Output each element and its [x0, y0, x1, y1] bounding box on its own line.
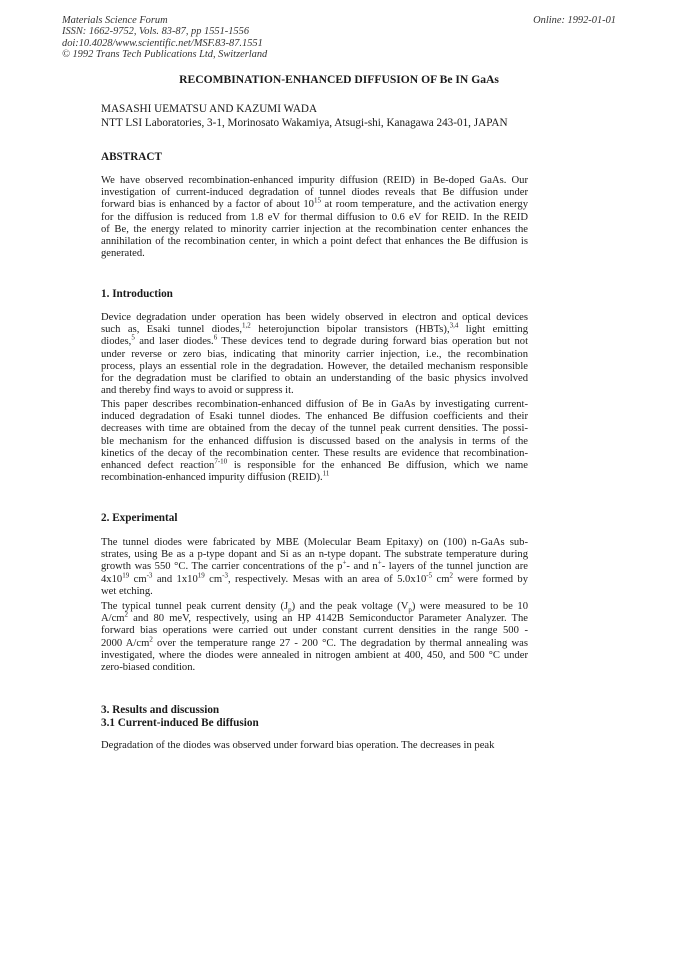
text-line: The typical tunnel peak current density $(J_p)$ and the peak voltage $(V_p)$ were measured to be 10	[101, 601, 528, 615]
author-block	[101, 102, 508, 130]
text-line: Degradation of the diodes was observed under forward bias operation. The decreases in peak	[101, 740, 495, 751]
text-line: such as, Esaki tunnel diodes,$^{1,2}$ heterojunction bipolar transistors (HBTs),$^{3,4}$ light emitting	[101, 321, 528, 336]
text-line: forward bias operations were carried out under constant current densities in the range 500 -	[101, 625, 528, 637]
text-line: investigated, where the diodes were annealed in nitrogen ambient at 400, 450, and 500 °C under	[101, 649, 528, 661]
issn-line: ISSN: 1662-9752, Vols. 83-87, pp 1551-1556	[62, 26, 250, 38]
text-line: kinetics of the decay of the recombination center. These results are evidence that recombination-	[101, 447, 528, 459]
text-line: and thereby find ways to avoid or suppress it.	[101, 385, 294, 397]
intro-paragraph-2	[101, 399, 528, 484]
section-experimental-heading: 2. Experimental	[101, 512, 178, 524]
abstract-heading: ABSTRACT	[101, 151, 162, 163]
intro-paragraph-1	[101, 312, 528, 397]
text-line: process, plays an essential role in the degradation. However, the detailed mechanism responsible	[101, 360, 528, 372]
text-line: growth was 550 °C. The carrier concentrations of the p+- and n+- layers of the tunnel junction are	[101, 558, 528, 573]
experimental-paragraph-1	[101, 537, 528, 598]
text-line: induced degradation of Esaki tunnel diodes. The enhanced Be diffusion coefficients and their	[101, 411, 528, 423]
text-line: We have observed recombination-enhanced impurity diffusion (REID) in Be-doped GaAs. Our	[101, 175, 528, 186]
text-line: $A/cm^2$ and 80 meV, respectively, using an HP 4142B Semiconductor Parameter Analyzer. The	[101, 610, 528, 625]
text-line: for the diffusion is reduced from 1.8 eV for thermal diffusion to 0.6 eV for REID. In the REID	[101, 211, 528, 223]
text-line: generated.	[101, 248, 145, 260]
text-line: of Be, the energy related to minority carrier injection at the recombination center enhances the	[101, 223, 528, 235]
journal-meta	[62, 15, 267, 61]
text-line: for the degradation must be clarified to obtain an understanding of the basic physics involved	[101, 373, 528, 385]
text-line: wet etching.	[101, 585, 153, 597]
text-line: The tunnel diodes were fabricated by MBE (Molecular Beam Epitaxy) on (100) n-GaAs sub-	[101, 537, 528, 548]
text-line: zero-biased condition.	[101, 662, 196, 674]
text-line: under reverse or zero bias, indicating that minority carrier injection, i.e., the recombination	[101, 348, 528, 360]
text-line: annihilation of the recombination center, in which a point defect that enhances the Be diffusion is	[101, 236, 528, 248]
text-line: decreases with time are obtained from the decay of the tunnel peak current densities. The possi-	[101, 423, 528, 435]
journal-name: Materials Science Forum	[62, 15, 168, 26]
subsection-current-induced-heading: 3.1 Current-induced Be diffusion	[101, 717, 259, 729]
online-date: Online: 1992-01-01	[533, 15, 616, 26]
section-introduction-heading: 1. Introduction	[101, 288, 173, 300]
paper-title: RECOMBINATION-ENHANCED DIFFUSION OF Be IN GaAs	[179, 73, 499, 86]
text-line: diodes,$^5$ and laser diodes.$^6$ These devices tend to degrade during forward bias operation but not	[101, 333, 529, 348]
section-results-heading: 3. Results and discussion	[101, 704, 220, 716]
text-line: $4x10^{19}$ $cm^{-3}$ and $1x10^{19}$ $cm^{-3}$, respectively. Mesas with an area of $5.0x10^{-5}$ $cm^2$ were formed by	[101, 571, 529, 585]
doi-line: doi:10.4028/www.scientific.net/MSF.83-87.1551	[62, 37, 263, 49]
text-line: Device degradation under operation has been widely observed in electron and optical devices	[101, 312, 528, 323]
affiliation: NTT LSI Laboratories, 3-1, Morinosato Wakamiya, Atsugi-shi, Kanagawa 243-01, JAPAN	[101, 117, 508, 129]
text-line: ble mechanism for the enhanced diffusion is discussed based on the analysis in terms of the	[101, 435, 528, 447]
text-line: forward bias is enhanced by a factor of about $10^{15}$ at room temperature, and the activation energy	[101, 196, 528, 211]
text-line: This paper describes recombination-enhanced diffusion of Be in GaAs by investigating current-	[101, 399, 528, 410]
author-names: MASASHI UEMATSU AND KAZUMI WADA	[101, 103, 318, 115]
abstract-text	[101, 175, 528, 260]
text-line: investigation of current-induced degradation of tunnel diodes reveals that Be diffusion under	[101, 187, 528, 199]
experimental-paragraph-2	[101, 601, 528, 674]
results-paragraph-1	[101, 740, 528, 752]
text-line: enhanced defect reaction$^{7-10}$ is responsible for the enhanced Be diffusion, which we name	[101, 457, 528, 472]
copyright-line: © 1992 Trans Tech Publications Ltd, Switzerland	[62, 49, 268, 61]
text-line: strates, using Be as a p-type dopant and Si as an n-type dopant. The substrate temperature during	[101, 549, 528, 561]
text-line: recombination-enhanced impurity diffusion (REID).$^{11}$	[101, 469, 330, 484]
text-line: 2000 $A/cm^2$ over the temperature range 27 - 200 °C. The degradation by thermal annealing was	[101, 635, 528, 649]
